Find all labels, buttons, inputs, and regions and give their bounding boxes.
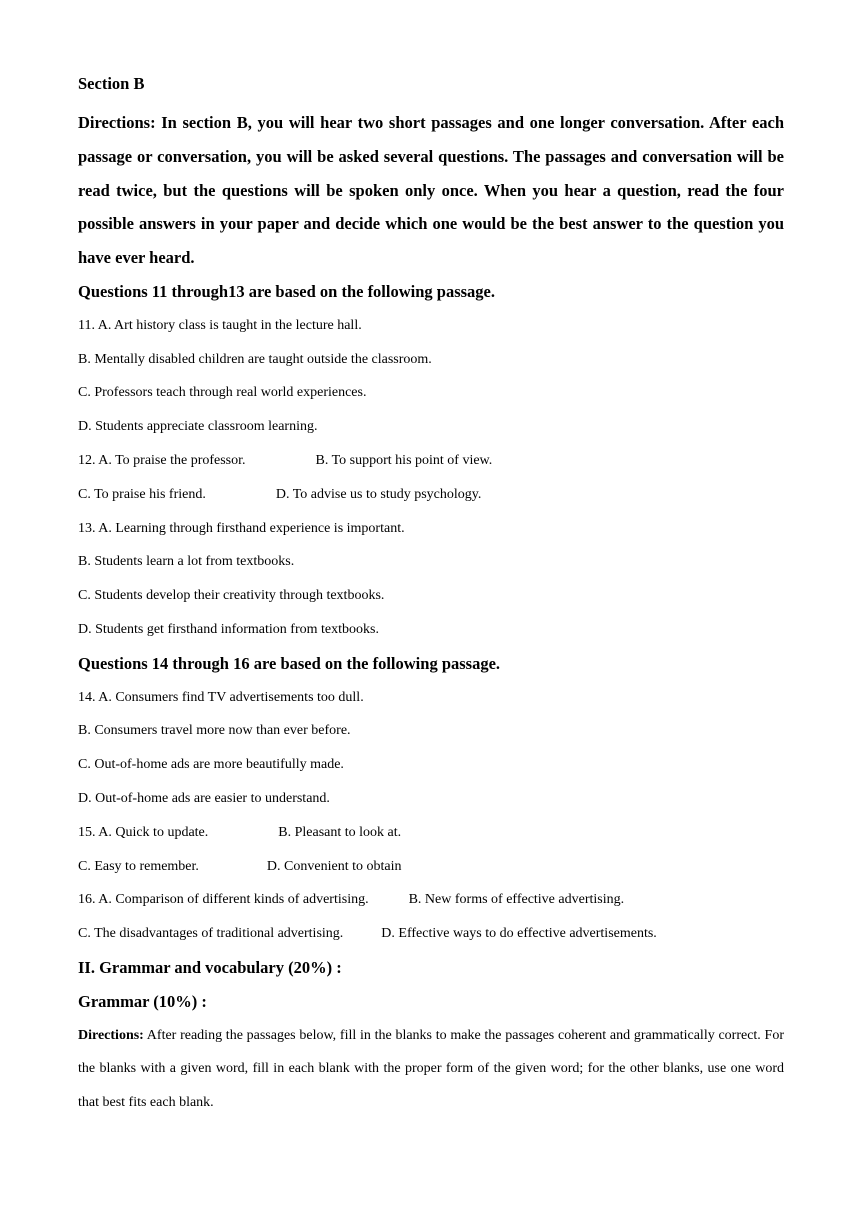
exam-page (78, 72, 784, 1120)
section-title: Section B (78, 74, 145, 93)
grammar-title: Grammar (10%) : (78, 991, 207, 1011)
questions-14-16-header: Questions 14 through 16 are based on the following passage. (78, 653, 501, 673)
q16-option-a: 16. A. Comparison of different kinds of advertising. (78, 892, 369, 908)
q11-option-c: C. Professors teach through real world experiences. (78, 385, 367, 401)
q13-option-d: D. Students get firsthand information from textbooks. (78, 621, 379, 637)
q13-option-c: C. Students develop their creativity through textbooks. (78, 588, 385, 604)
q11-option-a: 11. A. Art history class is taught in the lecture hall. (78, 317, 362, 333)
grammar-directions (78, 1019, 784, 1120)
q11-option-b: B. Mentally disabled children are taught outside the classroom. (78, 351, 432, 367)
q12-option-c: C. To praise his friend. (78, 486, 206, 502)
q16-option-c: C. The disadvantages of traditional advertising. (78, 926, 344, 942)
q13-option-b: B. Students learn a lot from textbooks. (78, 554, 295, 570)
q11-option-d: D. Students appreciate classroom learning. (78, 419, 318, 435)
grammar-directions-text: After reading the passages below, fill in the blanks to make the passages coherent and grammatically correct. For the blanks with a given word, fill in each blank with the proper form of the given word; for the other blanks, use one word that best fits each blank. (78, 1027, 784, 1111)
q16-row-2 (78, 917, 784, 951)
q12-row-2 (78, 478, 784, 512)
part-2-title: II. Grammar and vocabulary (20%) : (78, 957, 342, 977)
q16-row-1 (78, 883, 784, 917)
q15-option-d: D. Convenient to obtain (266, 858, 402, 874)
questions-11-13-header: Questions 11 through13 are based on the following passage. (78, 281, 495, 301)
q14-option-b: B. Consumers travel more now than ever before. (78, 723, 351, 739)
q12-option-d: D. To advise us to study psychology. (275, 486, 482, 502)
q15-row-2 (78, 850, 784, 884)
q16-option-d: D. Effective ways to do effective advertisements. (381, 926, 657, 942)
q15-option-a: 15. A. Quick to update. (78, 824, 209, 840)
q14-option-c: C. Out-of-home ads are more beautifully made. (78, 757, 344, 773)
q14-option-a: 14. A. Consumers find TV advertisements too dull. (78, 689, 364, 705)
q12-option-b: B. To support his point of view. (315, 452, 493, 468)
q12-option-a: 12. A. To praise the professor. (78, 452, 246, 468)
q15-row-1 (78, 816, 784, 850)
grammar-directions-label: Directions: (78, 1027, 144, 1043)
q16-option-b: B. New forms of effective advertising. (408, 892, 625, 908)
q15-option-c: C. Easy to remember. (78, 858, 199, 874)
q15-option-b: B. Pleasant to look at. (278, 824, 402, 840)
q14-option-d: D. Out-of-home ads are easier to understand. (78, 790, 330, 806)
q12-row-1 (78, 444, 784, 478)
q13-option-a: 13. A. Learning through firsthand experience is important. (78, 520, 405, 536)
section-directions: Directions: In section B, you will hear two short passages and one longer conversation. After each passage or conversation, you will be asked several questions. The passages and conversation will be read twice, but the questions will be spoken only once. When you hear a question, read the four possible answers in your paper and decide which one would be the best answer to the question you have ever heard. (78, 113, 784, 268)
